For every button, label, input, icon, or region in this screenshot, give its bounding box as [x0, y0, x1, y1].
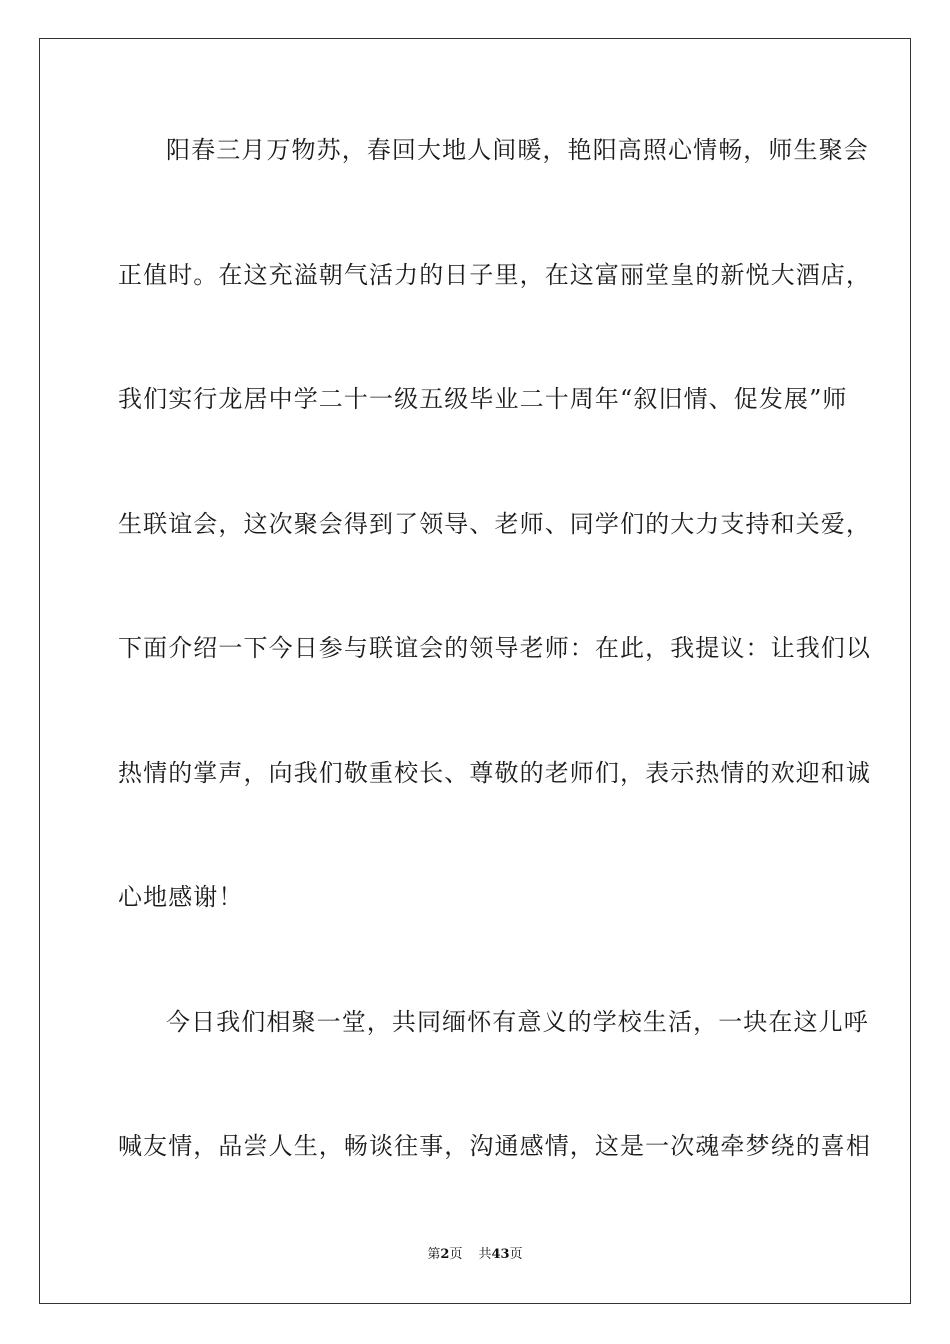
paragraph-1-line-6: 热情的掌声，向我们敬重校长、尊敬的老师们，表示热情的欢迎和诚: [118, 759, 871, 787]
paragraph-2-line-2: 喊友情，品尝人生，畅谈往事，沟通感情，这是一次魂牵梦绕的喜相: [118, 1132, 871, 1160]
total-prefix: 共: [478, 1247, 492, 1262]
paragraph-1-line-7: 心地感谢！: [118, 883, 244, 911]
paragraph-1-line-1: 阳春三月万物苏，春回大地人间暖，艳阳高照心情畅，师生聚会: [166, 136, 869, 164]
page-border: [39, 38, 911, 1304]
total-suffix: 页: [509, 1247, 523, 1262]
page-number: 2: [440, 1247, 450, 1262]
total-pages: 43: [491, 1247, 510, 1262]
paragraph-1-line-2: 正值时。在这充溢朝气活力的日子里，在这富丽堂皇的新悦大酒店，: [118, 261, 871, 289]
paragraph-1-line-4: 生联谊会，这次聚会得到了领导、老师、同学们的大力支持和关爱，: [118, 510, 871, 538]
paragraph-2-line-1: 今日我们相聚一堂，共同缅怀有意义的学校生活，一块在这儿呼: [166, 1008, 869, 1036]
paragraph-1-line-5: 下面介绍一下今日参与联谊会的领导老师：在此，我提议：让我们以: [118, 634, 871, 662]
page-footer: [0, 1246, 950, 1264]
paragraph-1-line-3: 我们实行龙居中学二十一级五级毕业二十周年“叙旧情、促发展”师: [118, 385, 848, 413]
page-suffix: 页: [449, 1247, 463, 1262]
page-prefix: 第: [427, 1247, 441, 1262]
